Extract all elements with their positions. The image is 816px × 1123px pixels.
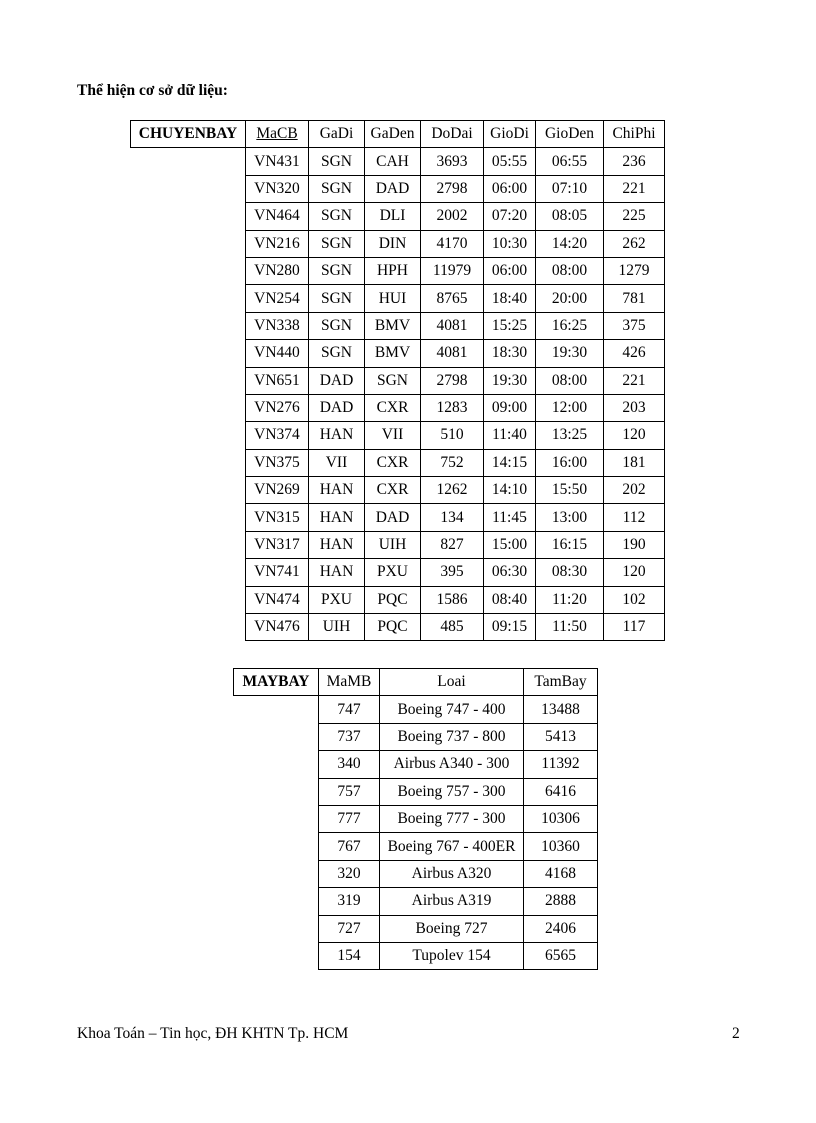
table-cell: VN464 <box>246 203 309 230</box>
table-cell: HAN <box>309 531 365 558</box>
spacer-cell <box>131 175 246 202</box>
table-cell: 08:40 <box>484 586 536 613</box>
table-cell: SGN <box>309 285 365 312</box>
column-header: Loai <box>380 669 524 696</box>
table-cell: VII <box>309 449 365 476</box>
table-row <box>234 833 598 860</box>
table-row <box>234 888 598 915</box>
table-cell: 4081 <box>421 312 484 339</box>
table-cell: 06:55 <box>536 148 604 175</box>
table-cell: 221 <box>604 367 665 394</box>
table-cell: 757 <box>319 778 380 805</box>
table-cell: SGN <box>309 257 365 284</box>
table-cell: 1279 <box>604 257 665 284</box>
table-row <box>131 504 665 531</box>
table-cell: CXR <box>365 477 421 504</box>
table-cell: 16:15 <box>536 531 604 558</box>
spacer-cell <box>131 559 246 586</box>
spacer-cell <box>234 723 319 750</box>
table-cell: VN216 <box>246 230 309 257</box>
table-cell: 13:25 <box>536 422 604 449</box>
table-cell: HAN <box>309 422 365 449</box>
table-cell: 19:30 <box>484 367 536 394</box>
chuyenbay-table <box>130 120 665 641</box>
table-row <box>234 915 598 942</box>
table-cell: VN269 <box>246 477 309 504</box>
table-cell: 11:20 <box>536 586 604 613</box>
table-cell: 262 <box>604 230 665 257</box>
table-row <box>131 559 665 586</box>
table-cell: BMV <box>365 312 421 339</box>
table-cell: 320 <box>319 860 380 887</box>
table-cell: 11:40 <box>484 422 536 449</box>
spacer-cell <box>131 504 246 531</box>
table-cell: SGN <box>309 148 365 175</box>
table-cell: VN440 <box>246 340 309 367</box>
column-header: DoDai <box>421 121 484 148</box>
table-cell: Boeing 777 - 300 <box>380 805 524 832</box>
table-cell: 221 <box>604 175 665 202</box>
table-cell: 10360 <box>524 833 598 860</box>
table-row <box>131 340 665 367</box>
table-cell: SGN <box>365 367 421 394</box>
table-cell: SGN <box>309 312 365 339</box>
table-cell: CAH <box>365 148 421 175</box>
table-cell: 4168 <box>524 860 598 887</box>
table-cell: BMV <box>365 340 421 367</box>
table-cell: VN315 <box>246 504 309 531</box>
table-cell: 08:30 <box>536 559 604 586</box>
table-cell: VN474 <box>246 586 309 613</box>
table-cell: SGN <box>309 175 365 202</box>
table-cell: 6416 <box>524 778 598 805</box>
spacer-cell <box>131 449 246 476</box>
table-cell: 16:00 <box>536 449 604 476</box>
spacer-cell <box>234 696 319 723</box>
table-cell: 2002 <box>421 203 484 230</box>
table-cell: VN276 <box>246 394 309 421</box>
table-cell: 15:25 <box>484 312 536 339</box>
table-cell: 340 <box>319 751 380 778</box>
spacer-cell <box>234 860 319 887</box>
table-cell: 19:30 <box>536 340 604 367</box>
spacer-cell <box>234 805 319 832</box>
table-row <box>234 723 598 750</box>
table-cell: 181 <box>604 449 665 476</box>
spacer-cell <box>131 477 246 504</box>
table-cell: 12:00 <box>536 394 604 421</box>
spacer-cell <box>131 340 246 367</box>
table-cell: 120 <box>604 559 665 586</box>
spacer-cell <box>234 942 319 969</box>
table-row <box>131 614 665 641</box>
table-cell: DAD <box>365 504 421 531</box>
table-cell: 2798 <box>421 175 484 202</box>
table-cell: PXU <box>365 559 421 586</box>
table-cell: HPH <box>365 257 421 284</box>
table-row <box>131 312 665 339</box>
column-header: GaDi <box>309 121 365 148</box>
relation-name: MAYBAY <box>234 669 319 696</box>
table-cell: 2798 <box>421 367 484 394</box>
table-row <box>131 367 665 394</box>
table-cell: 395 <box>421 559 484 586</box>
table-cell: 202 <box>604 477 665 504</box>
table-cell: 4081 <box>421 340 484 367</box>
table-cell: 777 <box>319 805 380 832</box>
table-cell: Boeing 767 - 400ER <box>380 833 524 860</box>
chuyenbay-header-row <box>131 121 665 148</box>
table-cell: 08:00 <box>536 257 604 284</box>
table-cell: 1586 <box>421 586 484 613</box>
table-row <box>131 531 665 558</box>
table-cell: 13:00 <box>536 504 604 531</box>
table-cell: 08:05 <box>536 203 604 230</box>
table-cell: 09:15 <box>484 614 536 641</box>
spacer-cell <box>131 257 246 284</box>
table-row <box>131 422 665 449</box>
table-cell: 485 <box>421 614 484 641</box>
spacer-cell <box>131 285 246 312</box>
spacer-cell <box>131 367 246 394</box>
table-row <box>131 175 665 202</box>
table-cell: 1262 <box>421 477 484 504</box>
table-cell: 11:45 <box>484 504 536 531</box>
table-cell: PQC <box>365 586 421 613</box>
table-cell: VN374 <box>246 422 309 449</box>
table-cell: VN431 <box>246 148 309 175</box>
table-cell: Tupolev 154 <box>380 942 524 969</box>
table-cell: VN317 <box>246 531 309 558</box>
table-cell: Boeing 727 <box>380 915 524 942</box>
spacer-cell <box>131 531 246 558</box>
table-cell: 236 <box>604 148 665 175</box>
table-cell: 4170 <box>421 230 484 257</box>
table-row <box>131 148 665 175</box>
table-cell: VN280 <box>246 257 309 284</box>
footer-institution: Khoa Toán – Tin học, ĐH KHTN Tp. HCM <box>77 1025 349 1042</box>
table-cell: 2888 <box>524 888 598 915</box>
table-cell: 8765 <box>421 285 484 312</box>
table-cell: 11392 <box>524 751 598 778</box>
table-cell: 14:10 <box>484 477 536 504</box>
table-cell: 14:20 <box>536 230 604 257</box>
table-cell: 375 <box>604 312 665 339</box>
table-cell: Airbus A340 - 300 <box>380 751 524 778</box>
table-cell: UIH <box>365 531 421 558</box>
table-cell: HAN <box>309 504 365 531</box>
table-cell: 6565 <box>524 942 598 969</box>
column-header: TamBay <box>524 669 598 696</box>
table-row <box>234 805 598 832</box>
table-cell: 15:00 <box>484 531 536 558</box>
table-cell: 1283 <box>421 394 484 421</box>
spacer-cell <box>234 778 319 805</box>
table-cell: 18:40 <box>484 285 536 312</box>
spacer-cell <box>234 888 319 915</box>
table-cell: 827 <box>421 531 484 558</box>
table-cell: 781 <box>604 285 665 312</box>
maybay-table <box>233 668 598 970</box>
table-row <box>131 230 665 257</box>
table-row <box>131 257 665 284</box>
table-cell: HAN <box>309 477 365 504</box>
page-number: 2 <box>732 1025 740 1042</box>
table-cell: 07:20 <box>484 203 536 230</box>
table-row <box>234 778 598 805</box>
table-cell: 426 <box>604 340 665 367</box>
table-cell: 09:00 <box>484 394 536 421</box>
table-cell: Boeing 757 - 300 <box>380 778 524 805</box>
table-row <box>234 860 598 887</box>
table-row <box>131 203 665 230</box>
table-cell: VN476 <box>246 614 309 641</box>
section-heading: Thể hiện cơ sở dữ liệu: <box>77 82 228 99</box>
table-cell: 15:50 <box>536 477 604 504</box>
column-header: ChiPhi <box>604 121 665 148</box>
table-cell: 737 <box>319 723 380 750</box>
table-cell: SGN <box>309 203 365 230</box>
table-cell: 10:30 <box>484 230 536 257</box>
table-cell: 190 <box>604 531 665 558</box>
table-cell: CXR <box>365 394 421 421</box>
spacer-cell <box>131 203 246 230</box>
table-cell: SGN <box>309 230 365 257</box>
column-header: MaCB <box>246 121 309 148</box>
table-cell: VN338 <box>246 312 309 339</box>
table-cell: 102 <box>604 586 665 613</box>
table-cell: VN375 <box>246 449 309 476</box>
spacer-cell <box>131 148 246 175</box>
table-cell: UIH <box>309 614 365 641</box>
column-header: GioDi <box>484 121 536 148</box>
table-cell: VN254 <box>246 285 309 312</box>
table-cell: 752 <box>421 449 484 476</box>
table-cell: CXR <box>365 449 421 476</box>
table-cell: 510 <box>421 422 484 449</box>
table-cell: VN320 <box>246 175 309 202</box>
table-cell: 747 <box>319 696 380 723</box>
column-header: GioDen <box>536 121 604 148</box>
table-cell: 3693 <box>421 148 484 175</box>
table-cell: PQC <box>365 614 421 641</box>
spacer-cell <box>131 586 246 613</box>
table-cell: VN741 <box>246 559 309 586</box>
table-cell: 117 <box>604 614 665 641</box>
table-row <box>131 449 665 476</box>
table-cell: 14:15 <box>484 449 536 476</box>
spacer-cell <box>131 422 246 449</box>
table-cell: 18:30 <box>484 340 536 367</box>
table-cell: HAN <box>309 559 365 586</box>
table-cell: 120 <box>604 422 665 449</box>
column-header: MaMB <box>319 669 380 696</box>
table-cell: 319 <box>319 888 380 915</box>
table-cell: Airbus A319 <box>380 888 524 915</box>
table-cell: 06:00 <box>484 257 536 284</box>
table-cell: VII <box>365 422 421 449</box>
table-cell: 767 <box>319 833 380 860</box>
maybay-header-row <box>234 669 598 696</box>
table-cell: 10306 <box>524 805 598 832</box>
table-cell: Airbus A320 <box>380 860 524 887</box>
table-cell: 2406 <box>524 915 598 942</box>
table-row <box>131 394 665 421</box>
table-row <box>131 586 665 613</box>
spacer-cell <box>234 915 319 942</box>
spacer-cell <box>234 833 319 860</box>
table-cell: PXU <box>309 586 365 613</box>
table-cell: 727 <box>319 915 380 942</box>
table-cell: 06:30 <box>484 559 536 586</box>
table-cell: 06:00 <box>484 175 536 202</box>
spacer-cell <box>234 751 319 778</box>
table-row <box>234 696 598 723</box>
table-cell: DLI <box>365 203 421 230</box>
table-cell: 05:55 <box>484 148 536 175</box>
table-cell: 154 <box>319 942 380 969</box>
spacer-cell <box>131 614 246 641</box>
relation-name: CHUYENBAY <box>131 121 246 148</box>
table-cell: DAD <box>365 175 421 202</box>
table-cell: 16:25 <box>536 312 604 339</box>
column-header: GaDen <box>365 121 421 148</box>
table-row <box>131 477 665 504</box>
spacer-cell <box>131 230 246 257</box>
table-cell: 5413 <box>524 723 598 750</box>
table-cell: 112 <box>604 504 665 531</box>
table-row <box>234 942 598 969</box>
table-cell: 07:10 <box>536 175 604 202</box>
table-cell: 134 <box>421 504 484 531</box>
table-cell: 08:00 <box>536 367 604 394</box>
table-cell: Boeing 747 - 400 <box>380 696 524 723</box>
table-cell: Boeing 737 - 800 <box>380 723 524 750</box>
spacer-cell <box>131 312 246 339</box>
table-cell: 203 <box>604 394 665 421</box>
table-row <box>131 285 665 312</box>
table-cell: DIN <box>365 230 421 257</box>
spacer-cell <box>131 394 246 421</box>
table-cell: 20:00 <box>536 285 604 312</box>
table-cell: DAD <box>309 394 365 421</box>
table-cell: 13488 <box>524 696 598 723</box>
table-cell: 11979 <box>421 257 484 284</box>
table-cell: 225 <box>604 203 665 230</box>
table-cell: HUI <box>365 285 421 312</box>
table-cell: VN651 <box>246 367 309 394</box>
table-row <box>234 751 598 778</box>
table-cell: SGN <box>309 340 365 367</box>
table-cell: 11:50 <box>536 614 604 641</box>
table-cell: DAD <box>309 367 365 394</box>
